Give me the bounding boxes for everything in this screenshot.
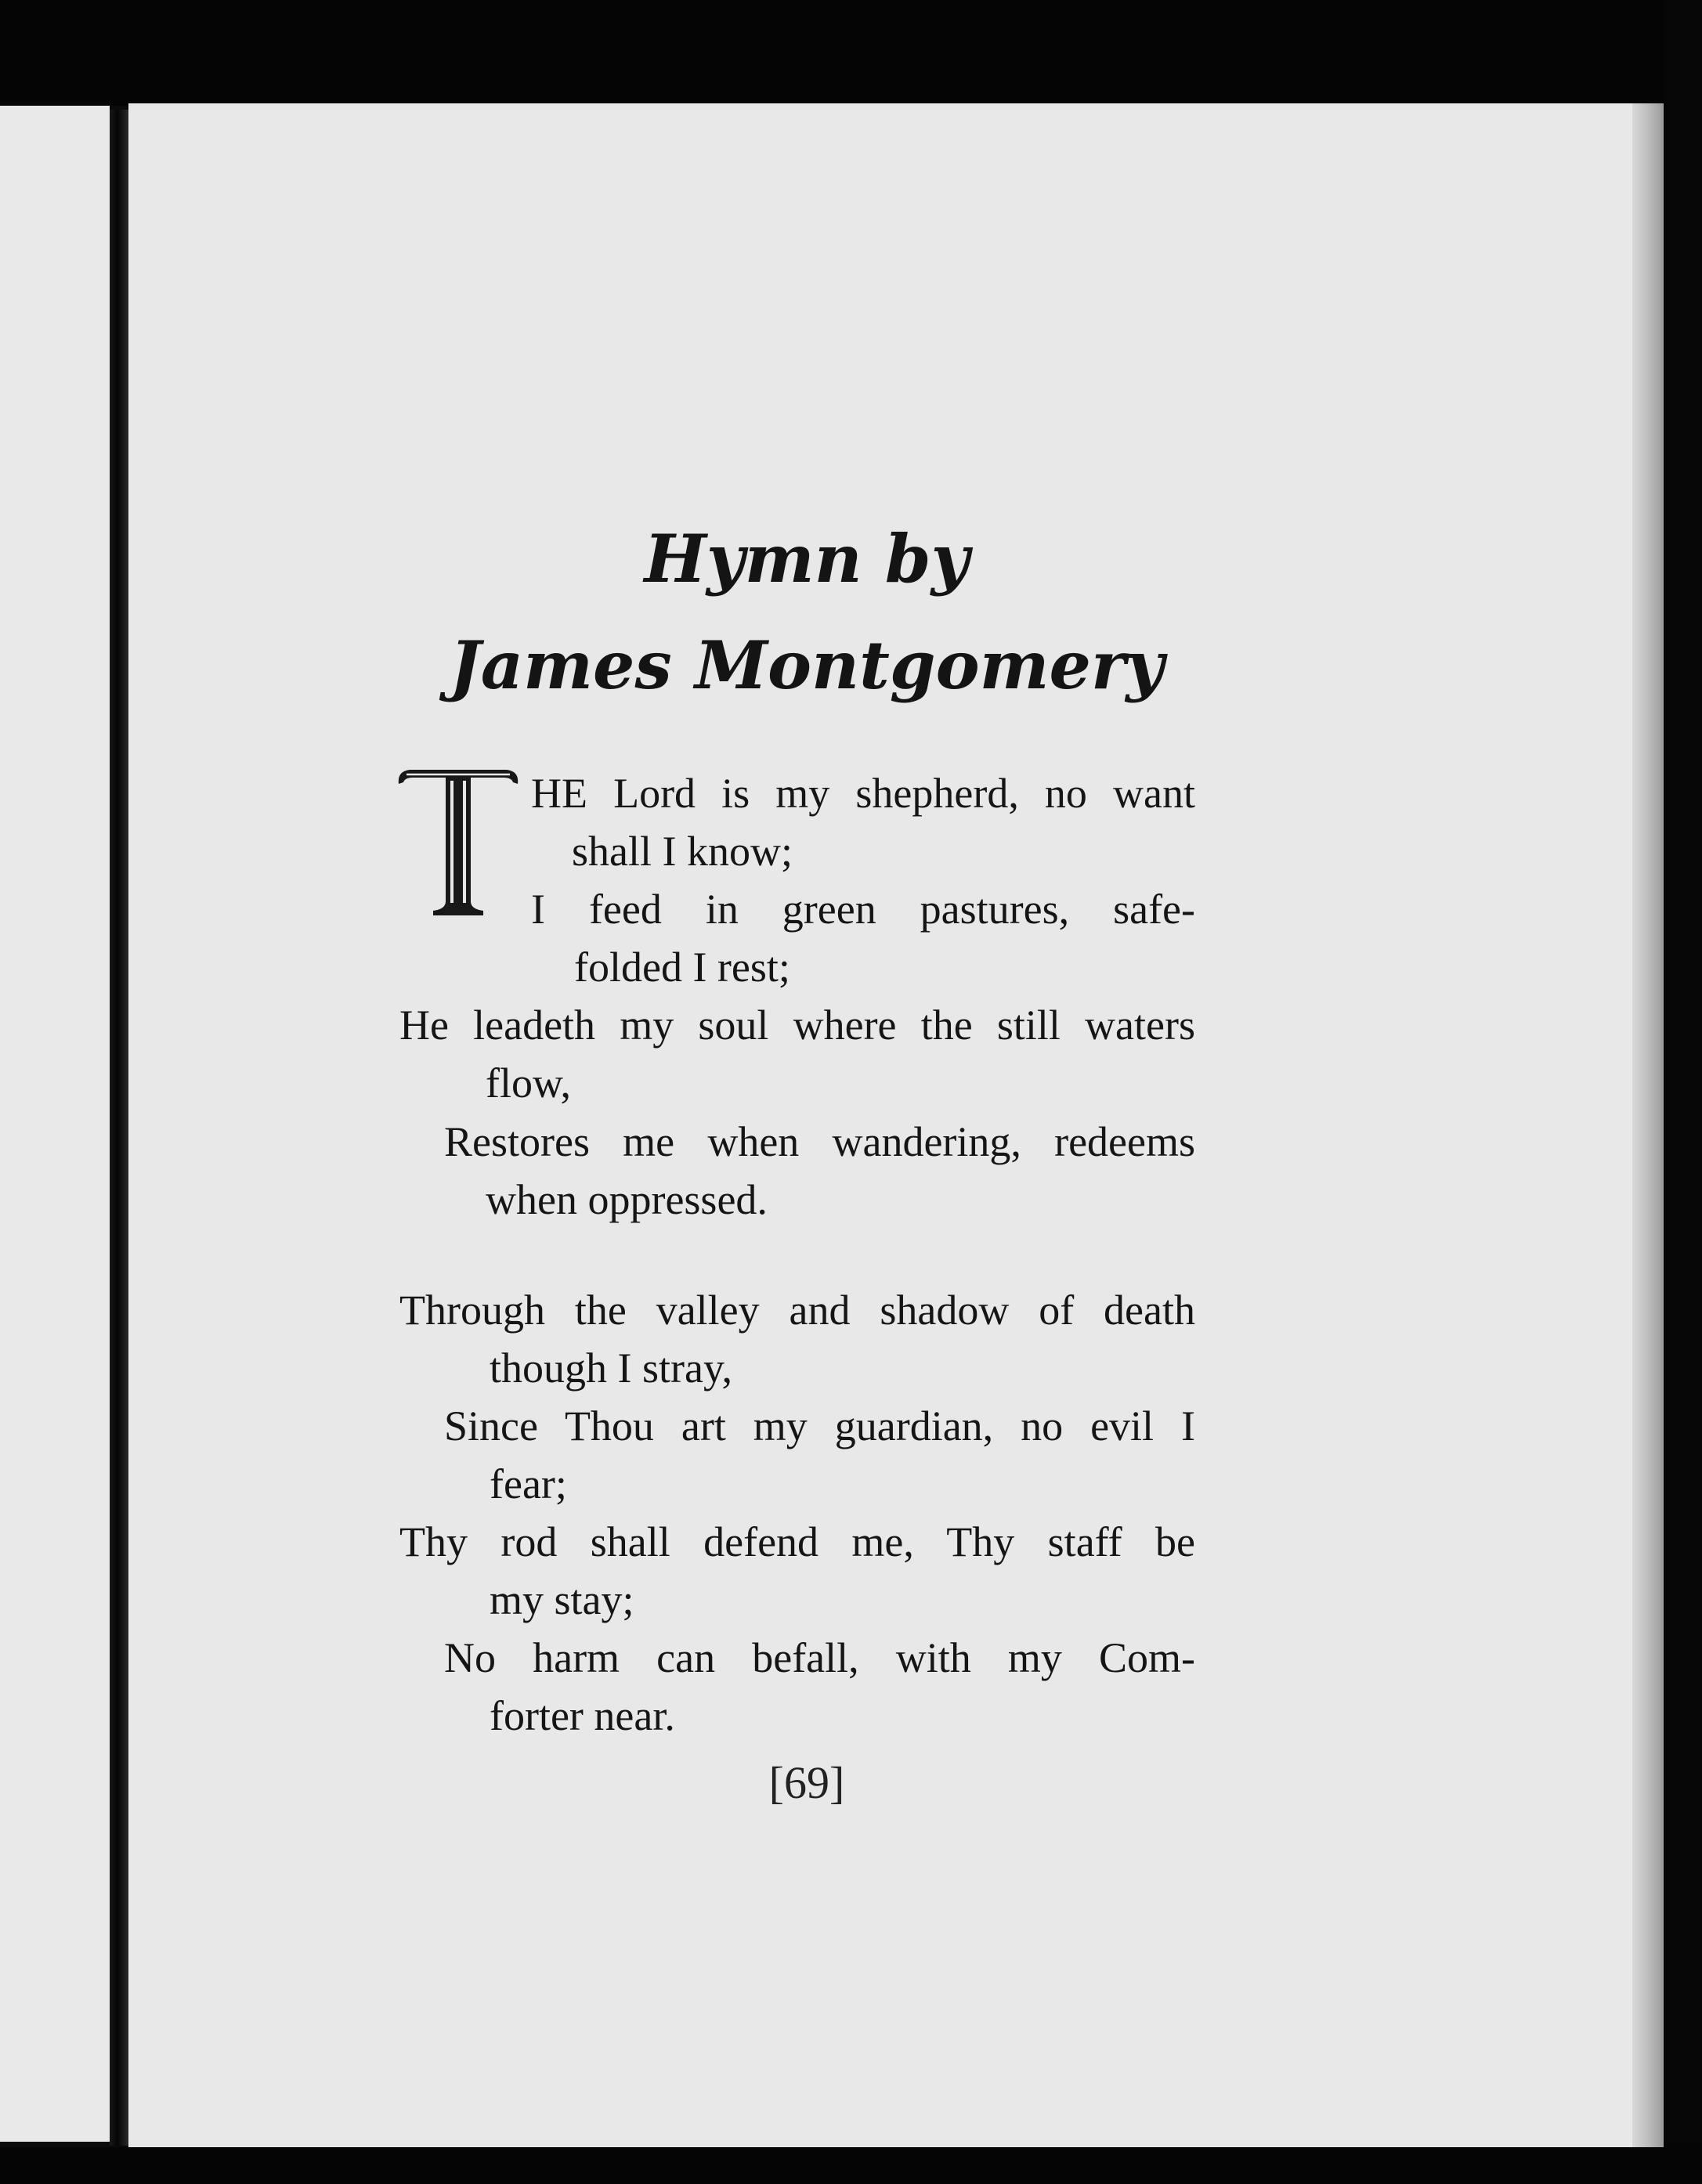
scan-top-border [0,0,1702,106]
stanza-1-line-8: when oppressed. [486,1176,768,1223]
stanza-1-line-5: He leadeth my soul where the still waters [399,1002,1195,1049]
stanza-1-line-1: HE Lord is my shepherd, no want [531,770,1195,817]
stanza-1-line-3: I feed in green pastures, safe- [531,886,1195,933]
scan-right-border [1664,0,1702,2184]
stanza-2-line-4: fear; [490,1460,567,1507]
stanza-2-line-7: No harm can befall, with my Com- [444,1634,1195,1681]
drop-cap-letter [396,763,521,920]
stanza-2-line-1: Through the valley and shadow of death [399,1287,1195,1334]
hymn-title: Hymn by [644,520,970,597]
stanza-1-line-2: shall I know; [572,828,793,875]
stanza-1-line-6: flow, [486,1060,571,1106]
stanza-2-line-2: though I stray, [490,1345,732,1392]
scan-bottom-border [0,2147,1702,2184]
book-spine [110,110,128,2146]
page-edge-shadow [1632,103,1664,2147]
stanza-2-line-3: Since Thou art my guardian, no evil I [444,1402,1195,1449]
stanza-2-line-8: forter near. [490,1692,675,1739]
stanza-2-line-6: my stay; [490,1576,634,1623]
stanza-1-line-7: Restores me when wandering, redeems [444,1118,1195,1165]
hymn-author: James Montgomery [449,626,1165,704]
page-number: [69] [768,1757,845,1808]
stanza-2-line-5: Thy rod shall defend me, Thy staff be [399,1518,1195,1565]
stanza-1-line-4: folded I rest; [574,944,790,991]
facing-page-edge [0,106,110,2142]
